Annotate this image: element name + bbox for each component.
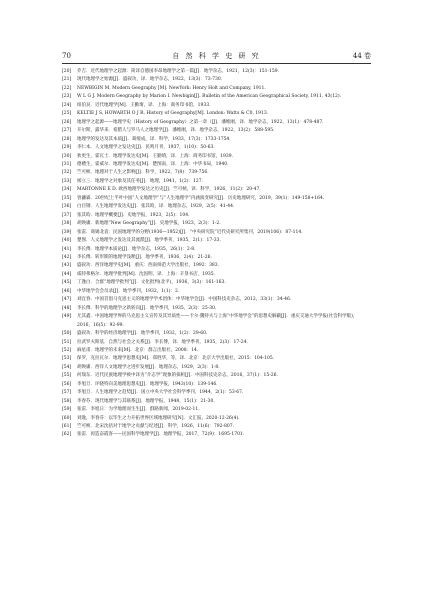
reference-text: 张雷．李旭日：为学地理而生生[J]．群路新闻，2019-02-11． xyxy=(77,407,203,413)
reference-item xyxy=(62,254,373,262)
reference-text: 地理学的发达及其本质[J]．葛缓成，译．科学，1933，17(3)：1733-1754． xyxy=(77,136,234,142)
reference-item xyxy=(62,85,373,93)
reference-item xyxy=(62,330,373,338)
reference-text: 李旭旦．人生地理学之趋势[J]．国立中央大学社会科学季刊，1944，2(1)：53-67． xyxy=(77,390,247,396)
reference-number: [52] xyxy=(62,347,72,353)
reference-text: 竺可桢．北宋沈括对于地学之贡献与纪述[J]．科学，1926，11(6)：792-807． xyxy=(77,424,238,430)
reference-text: 李春芬．现代地理学与其联系[J]．地理学报，1948，15(1)：21-30． xyxy=(77,398,218,404)
reference-number: [34] xyxy=(62,187,72,193)
reference-text: 保罗，克拉瓦尔．地理学思想史[M]．郑胜华，等，译．北京：北京大学出版社，2015：104-105． xyxy=(77,356,278,362)
reference-item xyxy=(62,169,373,177)
reference-text: 楚图．人文地理学之发达及其流派[J]．地学季刊，1935，2(1)：17-33． xyxy=(77,238,224,244)
reference-text: 现代地理学之始源[J]．盛叙功，译．地学杂志，1922，13(3)：73-730． xyxy=(77,77,226,83)
reference-number: [43] xyxy=(62,263,72,269)
reference-number: [50] xyxy=(62,331,72,337)
reference-item xyxy=(62,288,373,296)
reference-item xyxy=(62,195,373,203)
reference-item xyxy=(62,93,373,101)
reference-number: [61] xyxy=(62,424,72,430)
reference-text: 刘逸，李春芬：以毕生之力开拓世界区域地理研究[N]．文汇报，2020-12-26(4)． xyxy=(77,415,243,421)
reference-number: [31] xyxy=(62,161,72,167)
reference-text: 地理学之起源——地理学史（History of Geography）之第一章（[J]．潘维刚，译．地学杂志，1922，13(1)：478-487． xyxy=(77,119,327,125)
reference-number: [44] xyxy=(62,271,72,277)
reference-text: 丁逢白．合群“地理学批判”[J]．文化批判(北平)，1936，3(3)：161-163． xyxy=(77,280,229,286)
reference-item xyxy=(62,102,373,110)
reference-item xyxy=(62,119,373,127)
reference-number: [33] xyxy=(62,178,72,184)
reference-item xyxy=(62,186,373,194)
reference-text: 竺可桢．地理对于人生之影响[J]．科学，1922，7(8)：739-756． xyxy=(77,170,212,176)
reference-text: 李旭旦．评晓特向美地理思想史[J]．地理学报，1943(10)：139-146． xyxy=(77,381,221,387)
volume-label: 44 卷 xyxy=(352,52,371,60)
reference-number: [39] xyxy=(62,229,72,235)
reference-item xyxy=(62,68,373,76)
reference-number: [20] xyxy=(62,69,72,74)
reference-number: [41] xyxy=(62,246,72,252)
reference-item xyxy=(62,279,373,287)
reference-number: [22] xyxy=(62,85,72,91)
reference-item xyxy=(62,203,373,211)
reference-number: [59] xyxy=(62,407,72,413)
reference-number: [38] xyxy=(62,221,72,227)
reference-text: MARTONNE E D. 欧西地理学发达之历史[J]．竺可桢，译．科学，1926，11(2)：20-47． xyxy=(77,187,264,193)
reference-item xyxy=(62,313,373,330)
reference-item xyxy=(62,355,373,363)
reference-item xyxy=(62,389,373,397)
reference-item xyxy=(62,347,373,355)
reference-text: 纽伯艮．近代地理学[M]．王勤堉，译．上海：商务印书馆，1933． xyxy=(77,102,214,108)
reference-text: NEWBIGIN M. Modern Geography [M]. NewYork: Henry Holt and Company, 1911. xyxy=(77,85,266,91)
reference-item xyxy=(62,76,373,84)
reference-item xyxy=(62,296,373,304)
reference-text: 刘宜春．中国首倡马克思主义的地理学学术团体：中华地学会[J]．中国科技史杂志，2012，33(1)：34-46． xyxy=(77,297,295,303)
reference-text: 威特弗格尔．地理学批判[M]．沈因明，译．上海：辛垦书店，1935． xyxy=(77,271,219,277)
reference-number: [46] xyxy=(62,288,72,294)
reference-text: 德禮生，霍威尔．地理学发达史[M]．楚图南，译．上海：中华书局，1940． xyxy=(77,161,232,167)
reference-text: 中华地学会会员录[J]．地学季刊，1932，1(1)：2． xyxy=(77,288,183,294)
reference-item xyxy=(62,178,373,186)
reference-number: [48] xyxy=(62,305,72,311)
reference-text: 盛叙功．西洋地理学史[M]．重庆：西南师范大学出版社，1992：383． xyxy=(77,263,223,269)
page-number: 70 xyxy=(62,52,71,60)
reference-text: 开尔斯，露华来．希腊人与罗马人之地理学[J]．潘维刚，译．地学杂志，1922，13(2)：588-595． xyxy=(77,128,278,134)
reference-text: 张其昀．地理学概要[J]．史地学报，1923，2(5)：104． xyxy=(77,212,193,218)
reference-text: 盛叙功．科学的经济地理学[J]．地学季刊，1932，1(2)：29-60． xyxy=(77,331,211,337)
reference-number: [58] xyxy=(62,398,72,404)
reference-item xyxy=(62,144,373,152)
reference-text: 胡焕庸．新地理“New Geography”[J]．史地学报，1923，2(3)：1-2． xyxy=(77,221,224,227)
reference-number: [30] xyxy=(62,153,72,159)
reference-text: KELTIE J S, HOWARTH O J R. History of Geography[M]. London: Watts & C0, 1913. xyxy=(77,111,269,117)
journal-title: 自 然 科 学 史 研 究 xyxy=(172,52,261,60)
reference-number: [55] xyxy=(62,373,72,379)
reference-number: [56] xyxy=(62,381,72,387)
reference-number: [51] xyxy=(62,339,72,345)
reference-item xyxy=(62,271,373,279)
reference-item xyxy=(62,237,373,245)
reference-number: [26] xyxy=(62,119,72,125)
reference-number: [32] xyxy=(62,170,72,176)
reference-item xyxy=(62,364,373,372)
running-header xyxy=(62,50,371,62)
reference-item xyxy=(62,406,373,414)
reference-text: 李长傅．地理学本质论[J]．地学杂志，1935，26(1)：2-8． xyxy=(77,246,199,252)
reference-number: [47] xyxy=(62,297,72,303)
reference-number: [25] xyxy=(62,111,72,117)
reference-text: 胡焕庸．西洋人文地理学之进步发展[J]．地理杂志，1929，2(3)：1-8． xyxy=(77,364,223,370)
reference-text: 乔吉．近代地理学之起源：简译自德国李昂地理学之第一篇[J]．地学杂志，1921，12(3)：151-159． xyxy=(77,69,283,74)
reference-item xyxy=(62,431,373,439)
reference-item xyxy=(62,153,373,161)
reference-number: [53] xyxy=(62,356,72,362)
reference-number: [57] xyxy=(62,390,72,396)
reference-number: [45] xyxy=(62,280,72,286)
reference-item xyxy=(62,127,373,135)
reference-item xyxy=(62,262,373,270)
reference-item xyxy=(62,381,373,389)
reference-text: W L G J. Modern Geography by Marion I. Newbigin[J]. Bulletin of the American Geographical Society, 1911, 43(12). xyxy=(77,94,342,100)
reference-text: 李长傅．转形期的地理学浅释[J]．地学季刊，1936，2(4)：21-26． xyxy=(77,254,215,260)
reference-number: [60] xyxy=(62,415,72,421)
reference-item xyxy=(62,246,373,254)
reference-text: 拉武罗夫斯基．自然与社会之关系[J]．李长傅，译．地学季刊，1935，2(3)：17-24． xyxy=(77,339,251,345)
reference-item xyxy=(62,220,373,228)
reference-number: [23] xyxy=(62,94,72,100)
reference-list xyxy=(62,68,373,440)
reference-number: [62] xyxy=(62,432,72,438)
reference-item xyxy=(62,229,373,237)
reference-item xyxy=(62,110,373,118)
reference-item xyxy=(62,161,373,169)
reference-text: 白目钢．人生地理学发达史[J]．张其昀，译．地理杂志，1929，2(5)：41-44． xyxy=(77,204,238,210)
reference-item xyxy=(62,136,373,144)
reference-item xyxy=(62,212,373,220)
reference-number: [24] xyxy=(62,102,72,108)
reference-text: 李长傅．科学的地理学之新转向[J]．地学季刊，1935，2(3)：25-30． xyxy=(77,305,220,311)
reference-text: 尤其鑫．中国地理学界的马克思主义宣传及其异质性——卡尔·魏特夫与上海“中华地学会”的思想史解蔽[J]．重庆交通大学学报(社会科学版)，2016，16(5)：92-99． xyxy=(77,314,358,328)
reference-text: 李仁本．人文地理学之发达史[J]．民鸣月刊，1937，1(10)：50-63． xyxy=(77,145,218,151)
reference-text: 狄更生，霍瓦士．地理学发达史[M]．王勤堉，译．上海：商务印书馆，1939． xyxy=(77,153,237,159)
reference-number: [40] xyxy=(62,238,72,244)
reference-text: 闻立三．地理学之对象及其任务[J]．地理，1941，1(2)：127． xyxy=(77,178,207,184)
reference-number: [54] xyxy=(62,364,72,370)
reference-item xyxy=(62,423,373,431)
reference-item xyxy=(62,372,373,380)
reference-item xyxy=(62,339,373,347)
reference-number: [49] xyxy=(62,314,72,320)
header-rule xyxy=(62,63,371,64)
reference-text: 曾濂霖．20世纪上半叶中国“人文地理学”与“人生地理学”内涵演变研究[J]．历史地理研究，2019，39(1)：149-158+164． xyxy=(77,195,328,201)
reference-text: 麻星甫．地理学的未来[M]．北京：群言出版社，2008：14． xyxy=(77,347,202,353)
reference-number: [21] xyxy=(62,77,72,83)
reference-item xyxy=(62,415,373,423)
reference-item xyxy=(62,305,373,313)
reference-item xyxy=(62,398,373,406)
reference-number: [28] xyxy=(62,136,72,142)
reference-number: [36] xyxy=(62,204,72,210)
reference-number: [42] xyxy=(62,254,72,260)
reference-text: 张雷．再造奋霞客——民国科学地理学[J]．地理学报，2017，72(9)：1695-1701． xyxy=(77,432,248,438)
reference-number: [37] xyxy=(62,212,72,218)
reference-text: 何瑞东．近代民族地理学被中译为“介志学”现象的探析[J]．中国科技史杂志，2016，37(1)：15-26． xyxy=(77,373,281,379)
reference-number: [29] xyxy=(62,145,72,151)
reference-number: [35] xyxy=(62,195,72,201)
reference-text: 张雷．商锡北袁：民国地理学的分野(1936—1952)[J]．“中央研究院”近代史研究所集刊，2019(106)：87-114． xyxy=(77,229,306,235)
reference-number: [27] xyxy=(62,128,72,134)
